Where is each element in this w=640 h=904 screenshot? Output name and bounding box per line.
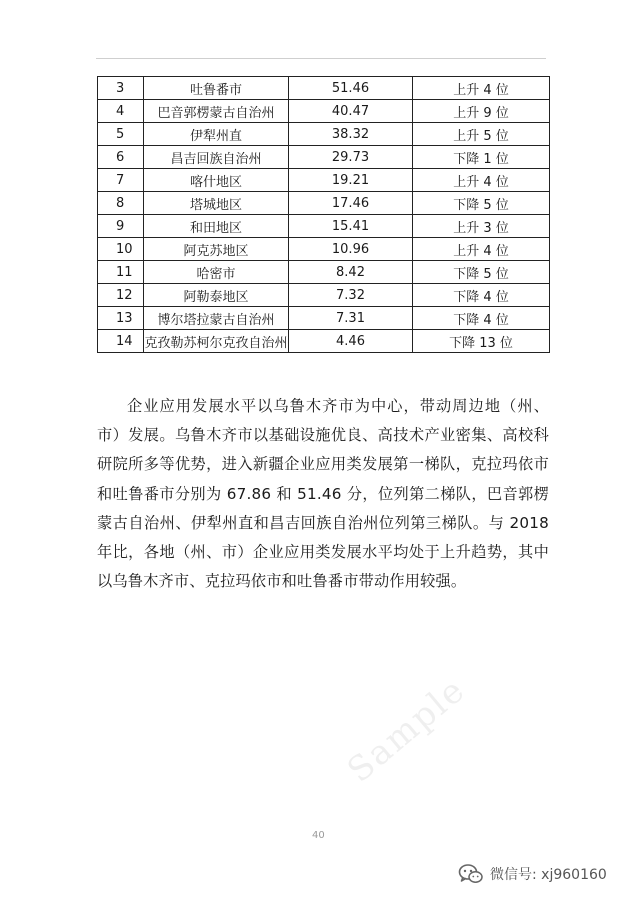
rank-cell: 9 xyxy=(98,215,144,238)
rank-cell: 7 xyxy=(98,169,144,192)
ranking-table-body xyxy=(98,77,550,353)
change-cell: 上升 4 位 xyxy=(413,77,550,100)
region-cell: 哈密市 xyxy=(144,261,289,284)
rank-cell: 10 xyxy=(98,238,144,261)
page-number: 40 xyxy=(312,830,325,841)
table-row xyxy=(98,261,550,284)
sample-watermark: Sample xyxy=(340,669,474,791)
rank-cell: 5 xyxy=(98,123,144,146)
rank-cell: 4 xyxy=(98,100,144,123)
table-row xyxy=(98,123,550,146)
rank-cell: 13 xyxy=(98,307,144,330)
table-row xyxy=(98,215,550,238)
wechat-footer xyxy=(458,862,607,886)
region-cell: 阿克苏地区 xyxy=(144,238,289,261)
change-cell: 上升 3 位 xyxy=(413,215,550,238)
change-cell: 上升 4 位 xyxy=(413,238,550,261)
wechat-logo-icon xyxy=(458,862,484,886)
table-row xyxy=(98,169,550,192)
score-cell: 19.21 xyxy=(289,169,413,192)
score-cell: 40.47 xyxy=(289,100,413,123)
table-row xyxy=(98,307,550,330)
score-cell: 51.46 xyxy=(289,77,413,100)
body-paragraph: 企业应用发展水平以乌鲁木齐市为中心，带动周边地（州、市）发展。乌鲁木齐市以基础设施优良、高技术产业密集、高校科研院所多等优势，进入新疆企业应用类发展第一梯队，克拉玛依市和吐鲁番市分别为 67.86 和 51.46 分，位列第二梯队，巴音郭楞蒙古自治州、伊犁州直和昌吉回族自治州位列第三梯队。与 2018 年比，各地（州、市）企业应用类发展水平均处于上升趋势，其中以乌鲁木齐市、克拉玛依市和吐鲁番市带动作用较强。 xyxy=(97,397,549,591)
region-cell: 博尔塔拉蒙古自治州 xyxy=(144,307,289,330)
region-cell: 塔城地区 xyxy=(144,192,289,215)
region-cell: 巴音郭楞蒙古自治州 xyxy=(144,100,289,123)
rank-cell: 8 xyxy=(98,192,144,215)
wechat-id-label: 微信号: xj960160 xyxy=(490,867,607,883)
region-cell: 吐鲁番市 xyxy=(144,77,289,100)
table-row xyxy=(98,238,550,261)
change-cell: 下降 4 位 xyxy=(413,284,550,307)
score-cell: 17.46 xyxy=(289,192,413,215)
change-cell: 上升 9 位 xyxy=(413,100,550,123)
change-cell: 上升 4 位 xyxy=(413,169,550,192)
change-cell: 下降 13 位 xyxy=(413,330,550,353)
rank-cell: 6 xyxy=(98,146,144,169)
region-cell: 喀什地区 xyxy=(144,169,289,192)
region-cell: 阿勒泰地区 xyxy=(144,284,289,307)
score-cell: 15.41 xyxy=(289,215,413,238)
score-cell: 38.32 xyxy=(289,123,413,146)
region-cell: 克孜勒苏柯尔克孜自治州 xyxy=(144,330,289,353)
table-row xyxy=(98,330,550,353)
change-cell: 下降 1 位 xyxy=(413,146,550,169)
header-rule xyxy=(96,58,546,59)
score-cell: 4.46 xyxy=(289,330,413,353)
table-row xyxy=(98,77,550,100)
table-row xyxy=(98,192,550,215)
change-cell: 上升 5 位 xyxy=(413,123,550,146)
table-row xyxy=(98,284,550,307)
table-row xyxy=(98,146,550,169)
score-cell: 8.42 xyxy=(289,261,413,284)
score-cell: 7.32 xyxy=(289,284,413,307)
table-row xyxy=(98,100,550,123)
rank-cell: 12 xyxy=(98,284,144,307)
score-cell: 10.96 xyxy=(289,238,413,261)
ranking-table xyxy=(97,76,550,353)
change-cell: 下降 4 位 xyxy=(413,307,550,330)
region-cell: 和田地区 xyxy=(144,215,289,238)
rank-cell: 3 xyxy=(98,77,144,100)
change-cell: 下降 5 位 xyxy=(413,261,550,284)
score-cell: 29.73 xyxy=(289,146,413,169)
rank-cell: 11 xyxy=(98,261,144,284)
region-cell: 昌吉回族自治州 xyxy=(144,146,289,169)
score-cell: 7.31 xyxy=(289,307,413,330)
rank-cell: 14 xyxy=(98,330,144,353)
region-cell: 伊犁州直 xyxy=(144,123,289,146)
change-cell: 下降 5 位 xyxy=(413,192,550,215)
